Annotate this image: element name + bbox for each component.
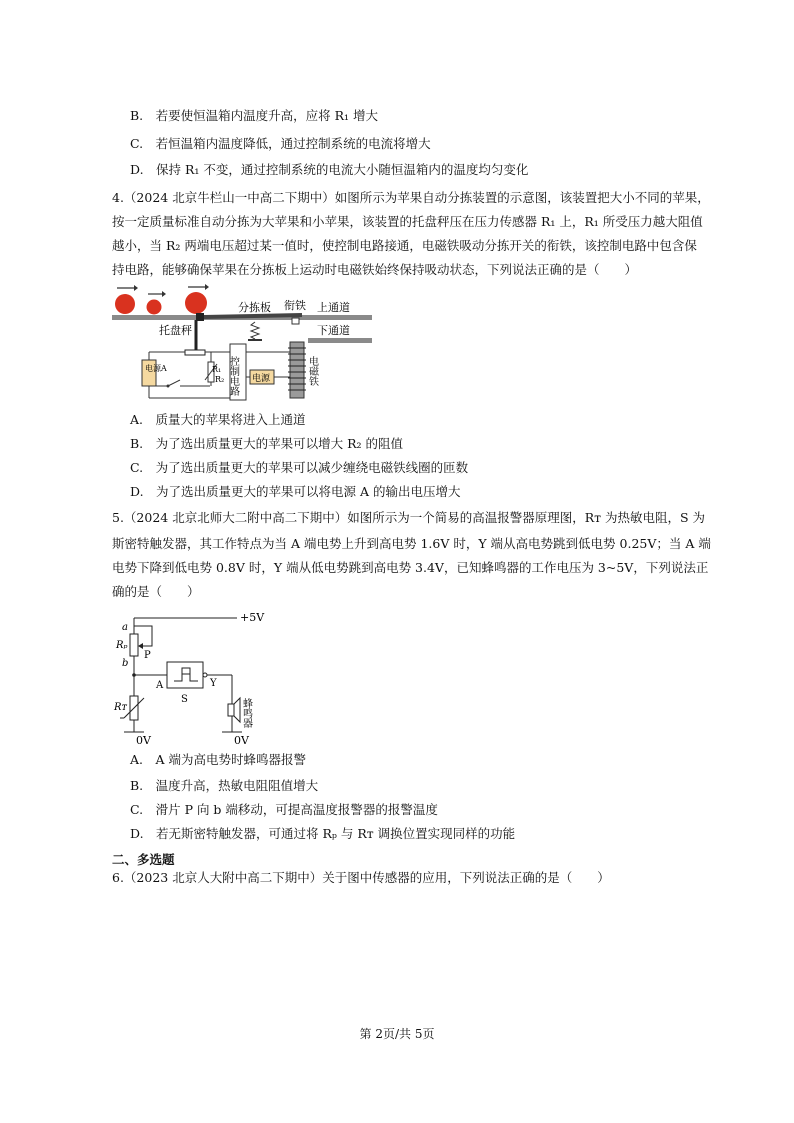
q5-stem-line-2: 斯密特触发器，其工作特点为当 A 端电势上升到高电势 1.6V 时，Y 端从高电势跳到低电势 0.25V；当 A 端 <box>112 536 711 551</box>
pin-y-label: Y <box>210 678 217 689</box>
q5-option-c[interactable]: C. 滑片 P 向 b 端移动，可提高温度报警器的报警温度 <box>130 802 438 817</box>
section-title: 二、多选题 <box>112 852 175 867</box>
q4-stem-line-1: 4.（2024 北京牛栏山一中高二下期中）如图所示为苹果自动分拣装置的示意图，该装置把大小不同的苹果， <box>112 190 710 205</box>
power-label: 电源 <box>252 374 271 384</box>
lower-channel-label: 下通道 <box>317 324 350 337</box>
q5-option-a[interactable]: A. A 端为高电势时蜂鸣器报警 <box>130 752 307 767</box>
magnet-label: 电磁铁 <box>306 356 318 386</box>
node-b-label: b <box>122 658 129 669</box>
ground-right-label: 0V <box>234 734 249 746</box>
apple-icon <box>147 291 167 315</box>
q5-stem-line-4: 确的是（ ） <box>112 584 200 599</box>
rt-label: Rᴛ <box>114 702 128 713</box>
q4-stem-line-3: 越小，当 R₂ 两端电压超过某一值时，使控制电路接通，电磁铁吸动分拣开关的衔铁，该控制电路中包含保 <box>112 238 697 253</box>
q5-stem-line-3: 电势下降到低电势 0.8V 时，Y 端从低电势跳到高电势 3.4V，已知蜂鸣器的工作电压为 3~5V，下列说法正 <box>112 560 709 575</box>
r1-label: R₁ <box>212 365 222 374</box>
ground-left-label: 0V <box>136 734 151 746</box>
q3-option-b[interactable]: B. 若要使恒温箱内温度升高，应将 R₁ 增大 <box>130 108 379 123</box>
lower-channel-rail <box>308 338 372 343</box>
apple-icon <box>185 284 209 314</box>
rp-label: Rₚ <box>116 640 128 651</box>
alarm-circuit-diagram <box>112 606 282 746</box>
tray-label: 托盘秤 <box>159 324 192 337</box>
q3-option-d[interactable]: D. 保持 R₁ 不变，通过控制系统的电流大小随恒温箱内的温度均匀变化 <box>130 162 529 177</box>
apple-sorter-diagram <box>112 282 382 404</box>
buzzer-label: 蜂鸣器 <box>240 698 252 728</box>
node-a-label: a <box>122 622 128 633</box>
q4-stem-line-2: 按一定质量标准自动分拣为大苹果和小苹果，该装置的托盘秤压在压力传感器 R₁ 上，R₁ 所受压力越大阻值 <box>112 214 703 229</box>
slider-p-label: P <box>144 650 151 661</box>
q3-option-c[interactable]: C. 若恒温箱内温度降低，通过控制系统的电流将增大 <box>130 136 431 151</box>
board-label: 分拣板 <box>238 301 271 314</box>
upper-channel-label: 上通道 <box>317 301 350 314</box>
q5-option-d[interactable]: D. 若无斯密特触发器，可通过将 Rₚ 与 Rᴛ 调换位置实现同样的功能 <box>130 826 516 841</box>
trigger-label: S <box>181 694 188 705</box>
armature-label: 衔铁 <box>284 299 306 312</box>
apple-icon <box>115 285 138 314</box>
q6-stem: 6.（2023 北京人大附中高二下期中）关于图中传感器的应用，下列说法正确的是（ ） <box>112 870 610 885</box>
page-number: 第 2页/共 5页 <box>359 1027 435 1041</box>
vcc-label: +5V <box>240 611 265 624</box>
q4-option-c[interactable]: C. 为了选出质量更大的苹果可以减少缠绕电磁铁线圈的匝数 <box>130 460 469 475</box>
q5-option-b[interactable]: B. 温度升高，热敏电阻阻值增大 <box>130 778 319 793</box>
r2-label: R₂ <box>215 375 225 384</box>
pin-a-label: A <box>156 680 164 691</box>
q4-option-d[interactable]: D. 为了选出质量更大的苹果可以将电源 A 的输出电压增大 <box>130 484 461 499</box>
q5-stem-line-1: 5.（2024 北京北师大二附中高二下期中）如图所示为一个简易的高温报警器原理图，Rᴛ 为热敏电阻，S 为 <box>112 510 706 525</box>
q4-option-b[interactable]: B. 为了选出质量更大的苹果可以增大 R₂ 的阻值 <box>130 436 404 451</box>
q4-option-a[interactable]: A. 质量大的苹果将进入上通道 <box>130 412 306 427</box>
q4-stem-line-4: 持电路，能够确保苹果在分拣板上运动时电磁铁始终保持吸动状态，下列说法正确的是（ ） <box>112 262 638 277</box>
buzzer-icon <box>234 698 240 722</box>
power-a-label: 电源A <box>145 364 167 373</box>
upper-channel-rail <box>308 315 372 320</box>
control-label: 控制电路 <box>227 356 239 396</box>
